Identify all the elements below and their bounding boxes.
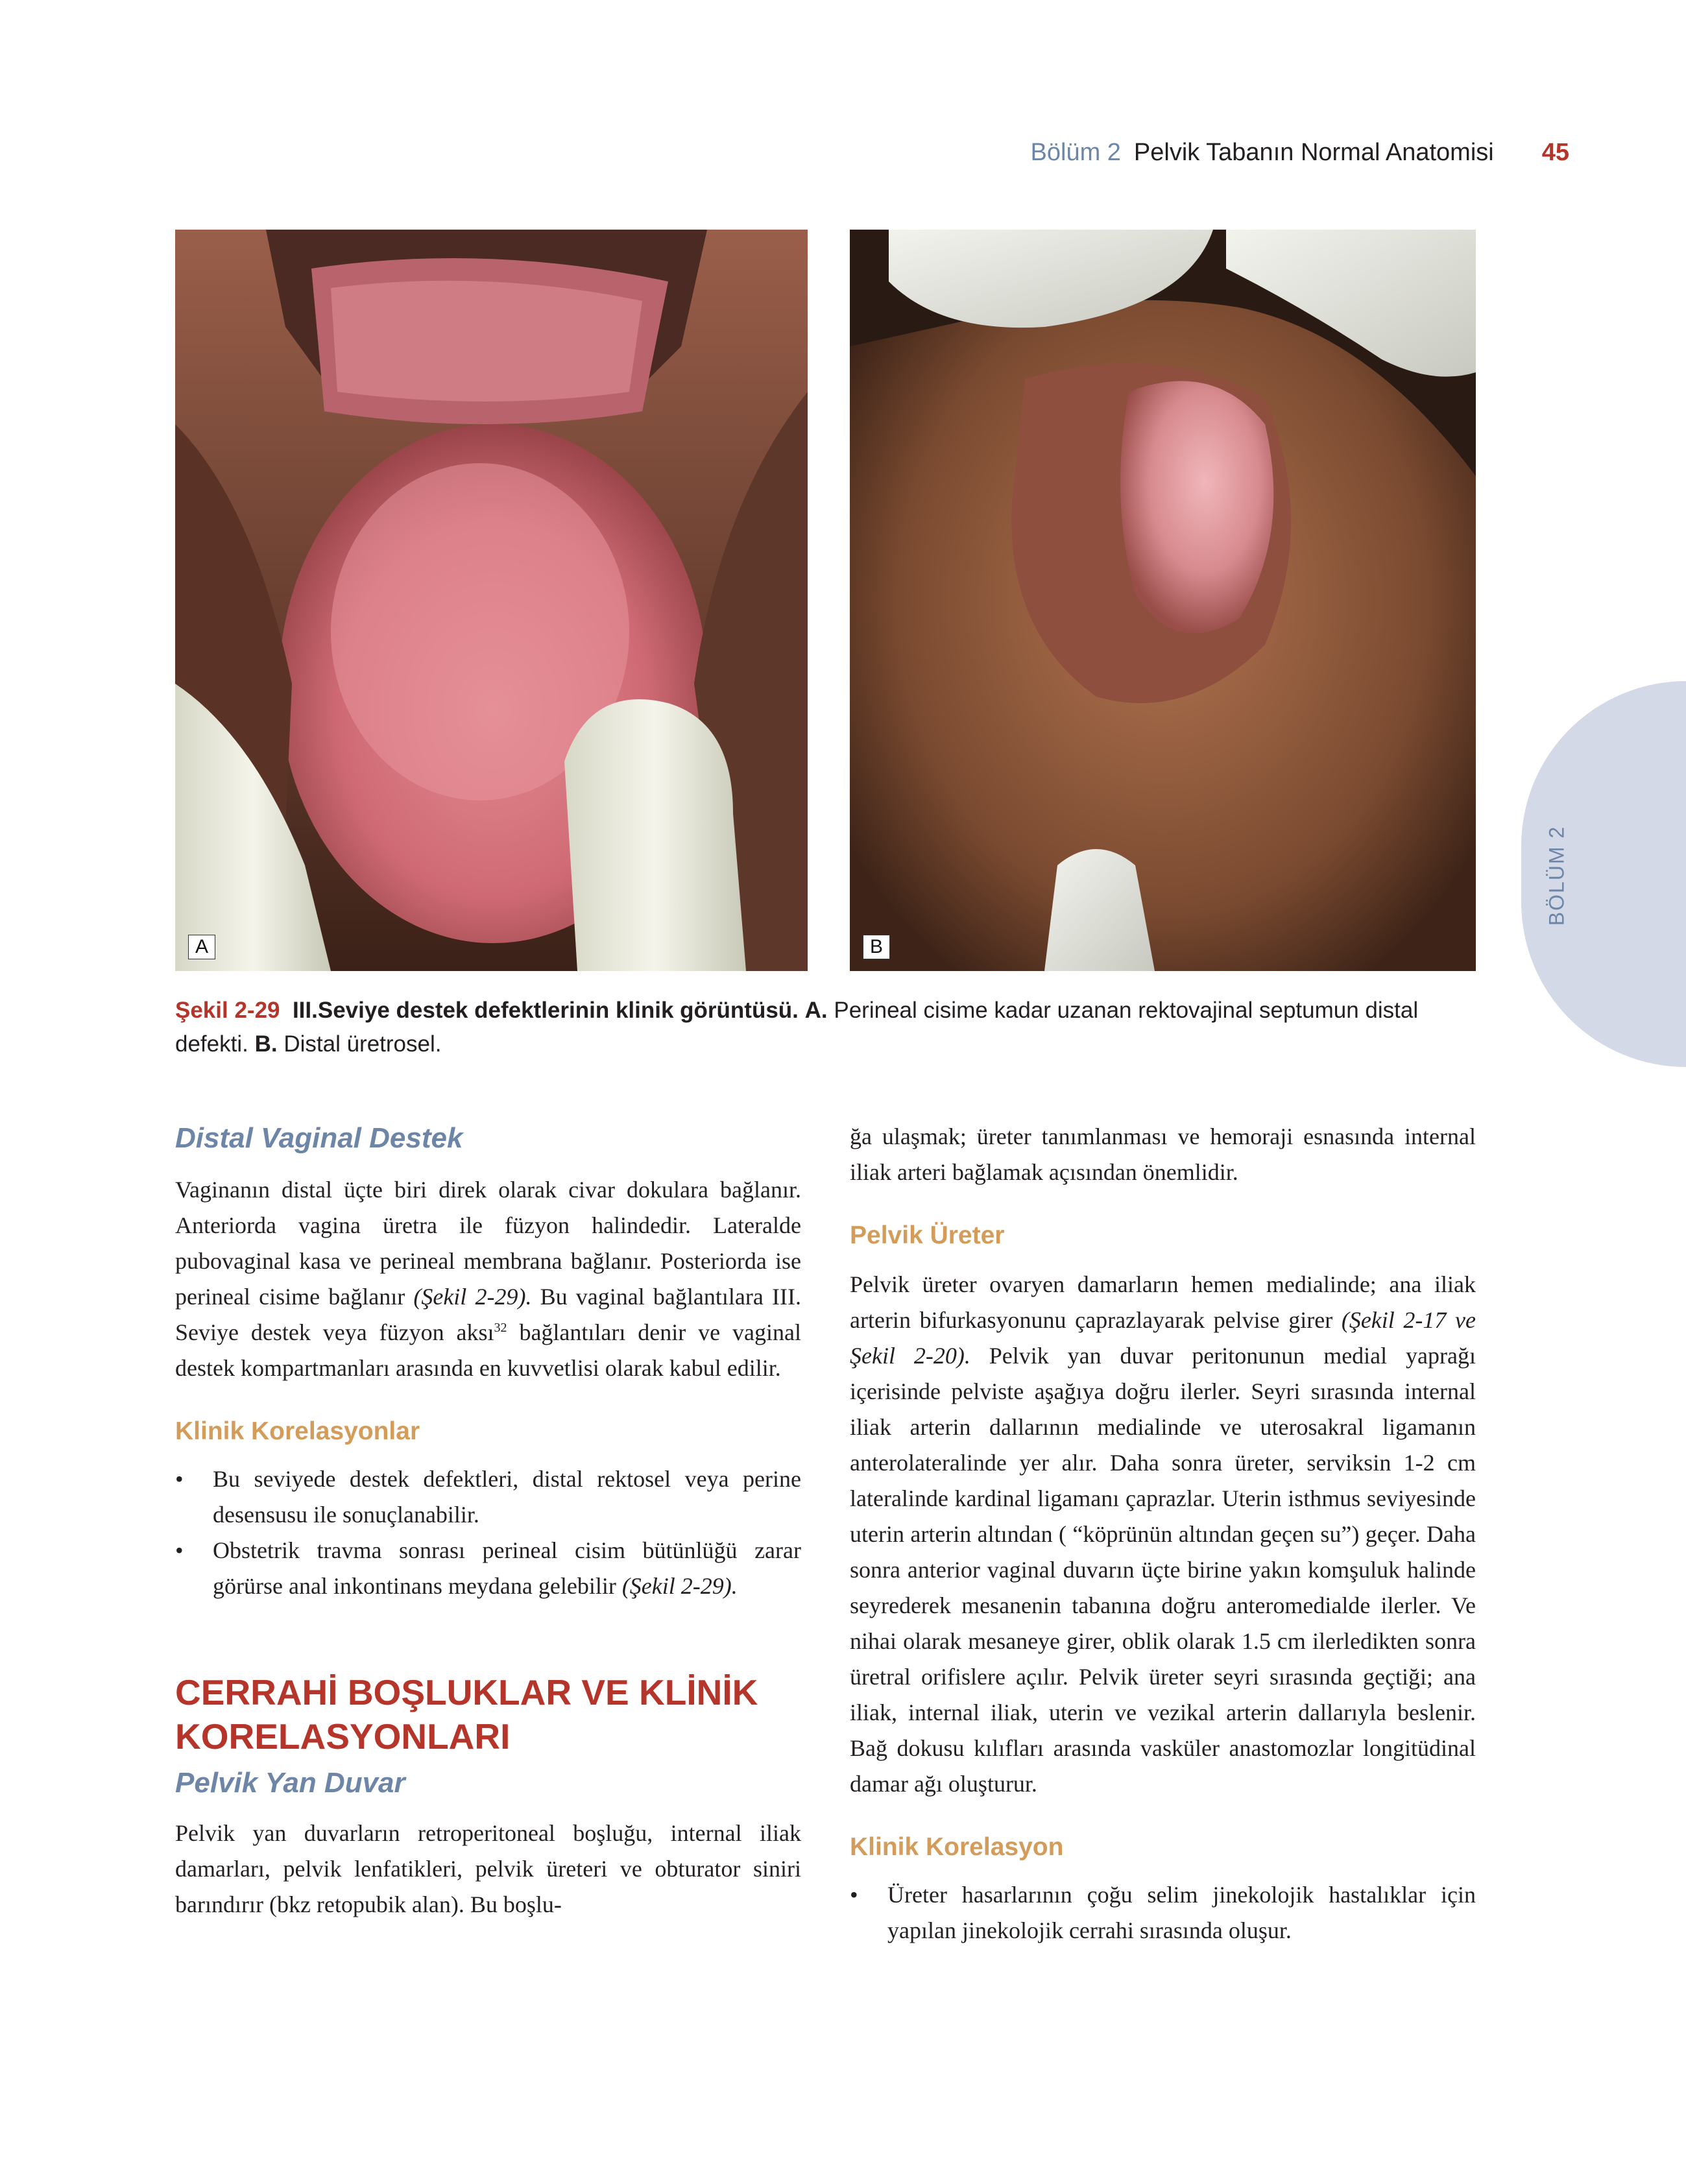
list-item: • Üreter hasarlarının çoğu selim jinekolojik hastalıklar için yapılan jinekolojik cerrahi sırasında oluşur. xyxy=(850,1877,1476,1949)
subheading-pelvik-ureter: Pelvik Üreter xyxy=(850,1221,1005,1249)
clinical-photo-b xyxy=(850,230,1476,971)
caption-a-text: Perineal cisime kadar uzanan rektovajinal septumun distal defekti. xyxy=(175,998,1419,1057)
figure-reference: (Şekil 2-29). xyxy=(621,1573,738,1599)
figure-photo-b xyxy=(850,230,1476,971)
figure-reference: (Şekil 2-17 ve Şekil 2-20). xyxy=(850,1307,1476,1369)
major-heading-cerrahi-bosluklar: CERRAHİ BOŞLUKLAR VE KLİNİK KORELASYONLARI xyxy=(175,1672,758,1757)
right-column xyxy=(850,1119,1476,1949)
bullet-list-klinik-korelasyon xyxy=(850,1877,1476,1949)
left-column xyxy=(175,1119,801,1923)
page-number: 45 xyxy=(1541,139,1569,166)
clinical-photo-a xyxy=(175,230,808,971)
list-item: • Bu seviyede destek defektleri, distal rektosel veya perine desensusu ile sonuçlanabilir. xyxy=(175,1461,801,1533)
figure-caption xyxy=(175,994,1479,1061)
subheading-klinik-korelasyon: Klinik Korelasyon xyxy=(850,1833,1064,1861)
bullet-list-klinik-korelasyonlar xyxy=(175,1461,801,1604)
paragraph-distal-vaginal-destek: Vaginanın distal üçte biri direk olarak civar dokulara bağlanır. Anteriorda vagina üretra ile füzyon halindedir. Lateralde pubovaginal kasa ve perineal membrana bağlanır. Posteriorda ise perineal cisime bağlanır (Şekil 2-29). Bu vaginal bağlantılara III. Seviye destek veya füzyon aksı$^{32}$ bağlantıları denir ve vaginal destek kompartmanları arasında en kuvvetlisi olarak kabul edilir. xyxy=(175,1177,802,1381)
chapter-side-tab-label: BÖLÜM 2 xyxy=(1545,825,1569,926)
chapter-title: Pelvik Tabanın Normal Anatomisi xyxy=(1133,139,1494,166)
figure-photo-a xyxy=(175,230,808,971)
chapter-label: Bölüm 2 xyxy=(1030,139,1121,166)
caption-b-marker: B. xyxy=(254,1031,278,1057)
panel-label-b: B xyxy=(863,935,890,959)
paragraph-pelvik-ureter: Pelvik üreter ovaryen damarların hemen medialinde; ana iliak arterin bifurkasyonunu çaprazlayarak pelvise girer (Şekil 2-17 ve Şekil 2-20). Pelvik yan duvar peritonunun medial yaprağı içerisinde pelviste aşağıya doğru ilerler. Seyri sırasında internal iliak arterin dallarının medialinde ve uterosakral ligamanın anterolateralinde yer alır. Daha sonra üreter, serviksin 1-2 cm lateralinde kardinal ligamanı çaprazlar. Uterin isthmus seviyesinde uterin arterin altından ( “köprünün altından geçen su”) geçer. Daha sonra anterior vaginal duvarın üçte birine yakın komşuluk halinde seyrederek mesanenin tabanına doğru anteromedialde ilerler. Ve nihai olarak mesaneye girer, oblik olarak 1.5 cm ilerledikten sonra üretral orifislere açılır. Pelvik üreter seyri sırasında geçtiği; ana iliak, internal iliak, uterin ve vezikal arterin dallarıyla beslenir. Bağ dokusu kılıfları arasında vasküler anastomozlar longitüdinal damar ağı oluşturur. xyxy=(850,1271,1476,1797)
caption-figure-number: Şekil 2-29 xyxy=(175,998,280,1023)
section-heading-pelvik-yan-duvar: Pelvik Yan Duvar xyxy=(175,1767,405,1799)
caption-a-marker: A. xyxy=(804,998,828,1023)
running-head xyxy=(661,139,1569,167)
section-heading-distal-vaginal-destek: Distal Vaginal Destek xyxy=(175,1122,463,1154)
paragraph-continued: ğa ulaşmak; üreter tanımlanması ve hemoraji esnasında internal iliak arteri bağlamak açısından önemlidir. xyxy=(850,1123,1476,1185)
panel-label-a: A xyxy=(188,935,215,959)
paragraph-pelvik-yan-duvar: Pelvik yan duvarların retroperitoneal boşluğu, internal iliak damarları, pelvik lenfatikleri, pelvik üreteri ve obturator siniri barındırır (bkz retopubik alan). Bu boşlu- xyxy=(175,1820,801,1917)
caption-b-text: Distal üretrosel. xyxy=(283,1031,442,1057)
figure-reference: (Şekil 2-29). xyxy=(413,1284,532,1310)
citation-superscript: 32 xyxy=(494,1321,507,1335)
subheading-klinik-korelasyonlar: Klinik Korelasyonlar xyxy=(175,1417,420,1445)
caption-title: III.Seviye destek defektlerinin klinik görüntüsü. xyxy=(292,998,799,1023)
list-item: • Obstetrik travma sonrası perineal cisim bütünlüğü zarar görürse anal inkontinans meydana gelebilir (Şekil 2-29). xyxy=(175,1533,801,1604)
